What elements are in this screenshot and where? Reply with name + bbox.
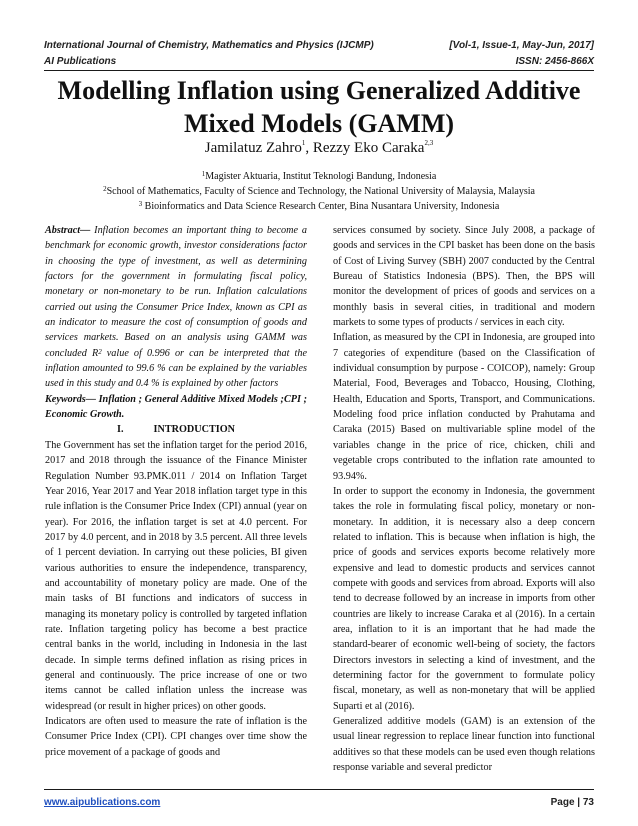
section-number: I.	[116, 424, 124, 436]
issn: ISSN: 2456-866X	[515, 56, 594, 67]
footer-divider	[44, 789, 594, 790]
abstract-text: value of 0.996 or can be interpreted that the inflation amounted to 99.6 % can be explained by the variables used in this study and 0.4 % is explained by other factors	[45, 347, 307, 390]
r-squared-superscript: 2	[98, 347, 102, 356]
header-divider	[44, 70, 594, 71]
keywords: Keywords— Inflation ; General Additive Mixed Models ;CPI ; Economic Growth.	[45, 393, 307, 421]
author-name: Jamilatuz Zahro	[204, 140, 302, 156]
affiliation-mark: 2	[103, 185, 107, 193]
body-paragraph: services consumed by society. Since July 2008, a package of goods and services in the CPI basket has been done on the basis of Cost of Living Survey (SBH) 2007 conducted by the Central Bureau of Statistics Indonesia (BPS). Then, the BPS will monitor the development of prices of goods and services on a monthly basis in several cities, in traditional and modern markets to some types of products / services in each city.	[333, 225, 595, 329]
author-affiliation-mark: 2,3	[424, 139, 434, 147]
abstract-label: Abstract—	[45, 225, 91, 236]
right-column	[333, 223, 595, 775]
author-affiliation-mark: 1	[301, 139, 306, 147]
body-paragraph: Indicators are often used to measure the rate of inflation is the Consumer Price Index (CPI). CPI changes over time show the price movement of a package of goods and	[45, 716, 307, 758]
body-paragraph: In order to support the economy in Indonesia, the government takes the role in formulating fiscal policy, monetary or non-monetary. In addition, it is necessary also a deep concern related to inflation. This is because when inflation is high, the price of goods and services exports become relatively more expensive and lead to domestic products and services cannot compete with goods and services from abroad. Exports will also tend to decrease followed by an increase in imports from other countries are likely to increase Caraka et al (2016). In a certain area, inflation to it is an important that he had made the standard-bearer of economic well-being of society, the factors Directors investors in selecting a kind of investment, and the determining factor for the government to formulate policy fiscal, monetary, as well as non-monetary that will be applied Suparti et al (2016).	[333, 485, 595, 712]
left-column	[45, 223, 307, 760]
affiliation-mark: 1	[201, 170, 206, 178]
abstract-text: Inflation becomes an important thing to become a benchmark for economic growth, investor considerations factor in choosing the type of investment, as well as determining factors for the government in formulating fiscal policy, monetary or non-monetary to be run. Inflation calculations carried out using the Consumer Price Index, known as CPI as an indicator to measure the cost of consumption of goods and services markets. Based on an analysis using GAMM was concluded R	[45, 225, 307, 359]
section-title: INTRODUCTION	[153, 424, 236, 436]
body-paragraph: Inflation, as measured by the CPI in Indonesia, are grouped into 7 categories of expenditure (based on the Classification of individual consumption by purpose - COICOP), namely: Group Material, Food, Beverages and Tobacco, Housing, Clothing, Health, Education and Sports, Transport, and Communications. Modeling food price inflation conducted by Prahutama and Caraka (2015) Based on multivariable spline model of the variables change in the price of rice, chicken, chili and vegetable crops contributed to the inflation rate amounted to 93.94%.	[333, 332, 595, 482]
page-number: Page | 73	[550, 797, 594, 808]
publisher-name: AI Publications	[44, 56, 117, 67]
affiliation-mark: 3	[138, 200, 143, 208]
affiliation	[0, 186, 638, 197]
affiliation	[0, 171, 638, 182]
author-separator: ,	[305, 140, 313, 156]
affiliation-text: Bioinformatics and Data Science Research Center, Bina Nusantara University, Indonesia	[142, 201, 500, 212]
paper-title: Modelling Inflation using Generalized Additive Mixed Models (GAMM)	[57, 76, 581, 138]
affiliation-text: Magister Aktuaria, Institut Teknologi Bandung, Indonesia	[205, 171, 437, 182]
author-name: Rezzy Eko Caraka	[312, 140, 425, 156]
section-heading	[45, 422, 307, 437]
affiliation-text: School of Mathematics, Faculty of Science and Technology, the National University of Malaysia, Malaysia	[106, 186, 535, 197]
abstract	[45, 223, 307, 392]
author-list	[0, 140, 638, 157]
body-paragraph: Generalized additive models (GAM) is an extension of the usual linear regression to replace linear function into functional additives so that these models can be used even though relations response variable and several predictor	[333, 716, 595, 774]
volume-info: [Vol-1, Issue-1, May-Jun, 2017]	[449, 40, 594, 51]
journal-name: International Journal of Chemistry, Mathematics and Physics (IJCMP)	[44, 40, 374, 51]
publisher-link[interactable]: www.aipublications.com	[44, 797, 161, 808]
affiliation	[0, 201, 638, 212]
body-paragraph: The Government has set the inflation target for the period 2016, 2017 and 2018 through the issuance of the Finance Minister Regulation Number 93.PMK.011 / 2014 on Inflation Target Year 2016, Year 2017 and Year 2018 inflation target type in this rule inflation is the Consumer Price Index (CPI) annual (year on year). For 2016, the inflation target is set at 4.0 percent. For 2017 by 4.0 percent, and in 2018 by 3.5 percent. All three levels of 1 percent deviation. In carrying out these policies, BI given various authorities to ensure the independence, transparency, and accountability of monetary policy are made. One of the main tasks of BI functions and indicators of success in managing its monetary policy is controlled by targeted inflation rate. Inflation targeting policy has become a best practice central banks in the world, including in Indonesia in the last decade. In simple terms defined inflation as rising prices in general and continuously. The price increase of one or two items cannot be called inflation unless the increase was widespread (or result in higher prices) on other goods.	[45, 439, 307, 712]
